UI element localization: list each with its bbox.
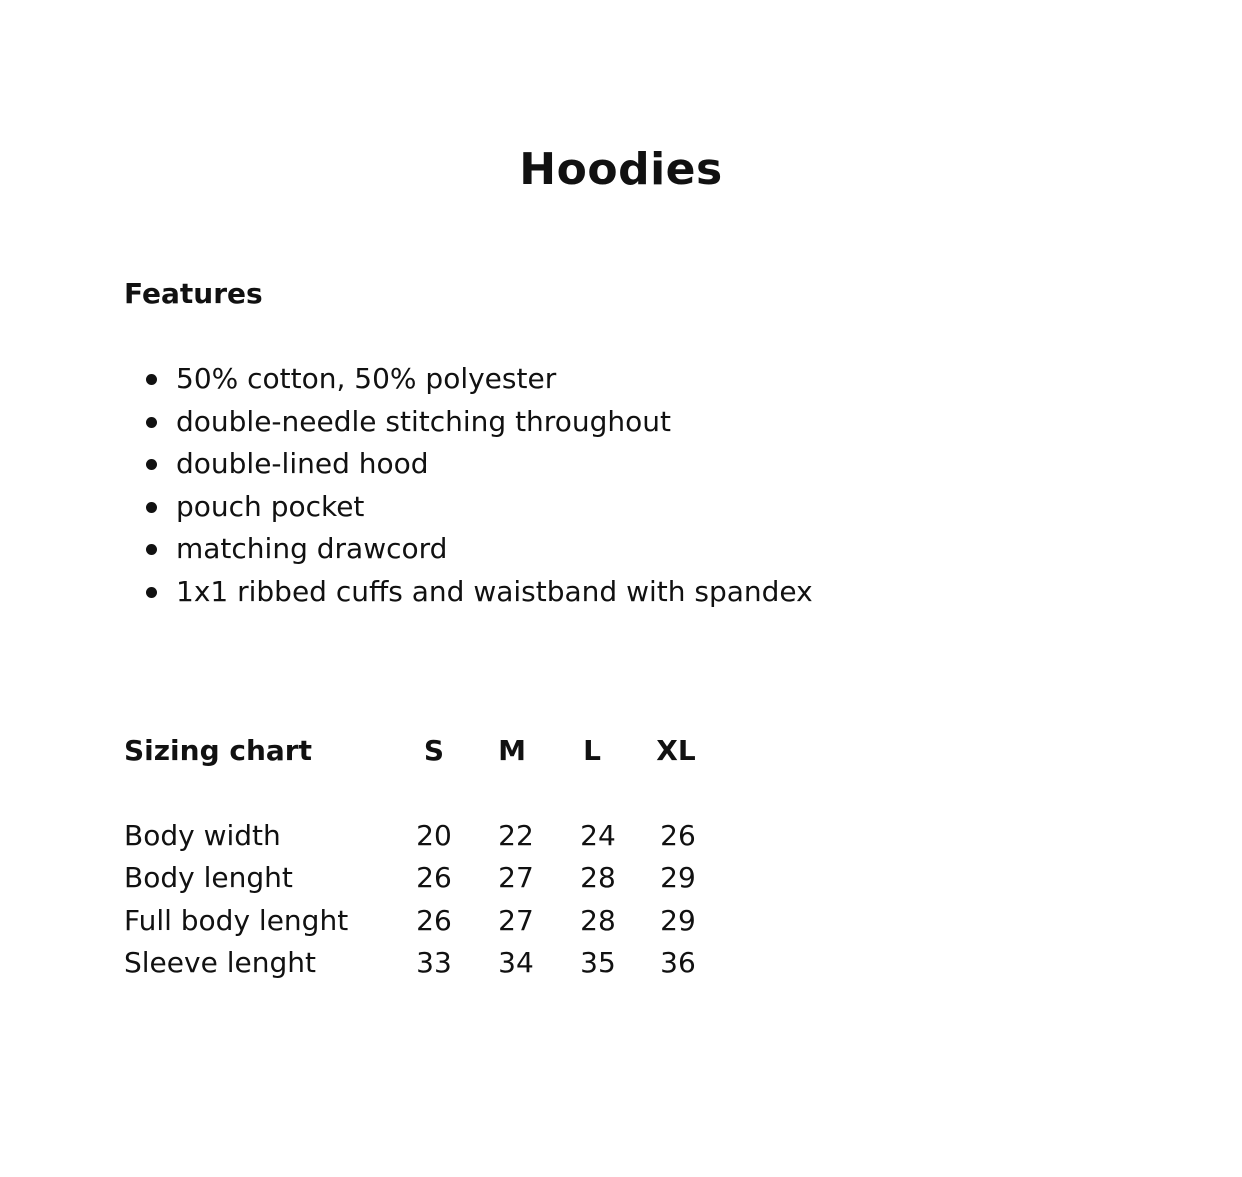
sizing-cell: 34 (498, 946, 534, 980)
sizing-cell: 29 (660, 903, 696, 937)
sizing-row-label: Sleeve lenght (124, 946, 316, 980)
features-list (124, 358, 813, 614)
bullet-icon (146, 459, 157, 470)
sizing-cell: 20 (416, 818, 452, 852)
sizing-chart (124, 730, 764, 985)
feature-text: double-needle stitching throughout (176, 404, 671, 438)
sizing-cell: 22 (498, 818, 534, 852)
sizing-cell: 35 (580, 946, 616, 980)
feature-item (124, 401, 813, 444)
sizing-row-label: Full body lenght (124, 903, 349, 937)
sizing-cell: 26 (416, 903, 452, 937)
sizing-cell: 26 (660, 818, 696, 852)
feature-item (124, 358, 813, 401)
sizing-cell: 27 (498, 861, 534, 895)
sizing-row-sleeve-length (124, 942, 764, 985)
sizing-cell: 24 (580, 818, 616, 852)
bullet-icon (146, 417, 157, 428)
bullet-icon (146, 374, 157, 385)
size-header-m: M (498, 734, 526, 767)
sizing-row-label: Body lenght (124, 861, 293, 895)
sizing-cell: 28 (580, 861, 616, 895)
feature-item (124, 571, 813, 614)
feature-text: matching drawcord (176, 532, 448, 566)
bullet-icon (146, 544, 157, 555)
bullet-icon (146, 502, 157, 513)
feature-item (124, 443, 813, 486)
sizing-row-full-body-length (124, 900, 764, 943)
sizing-cell: 33 (416, 946, 452, 980)
sizing-cell: 29 (660, 861, 696, 895)
feature-text: 1x1 ribbed cuffs and waistband with spandex (176, 574, 813, 608)
sizing-cell: 28 (580, 903, 616, 937)
feature-text: double-lined hood (176, 447, 429, 481)
feature-text: pouch pocket (176, 489, 365, 523)
sizing-row-label: Body width (124, 818, 281, 852)
feature-item (124, 486, 813, 529)
features-heading: Features (124, 277, 263, 310)
feature-text: 50% cotton, 50% polyester (176, 362, 557, 395)
sizing-row-body-width (124, 815, 764, 858)
sizing-cell: 27 (498, 903, 534, 937)
sizing-cell: 36 (660, 946, 696, 980)
size-header-s: S (423, 734, 445, 767)
bullet-icon (146, 587, 157, 598)
feature-item (124, 528, 813, 571)
sizing-chart-heading: Sizing chart (124, 734, 313, 767)
page-title: Hoodies (519, 144, 723, 195)
size-header-l: L (583, 734, 601, 767)
sizing-header-row (124, 730, 764, 773)
sizing-cell: 26 (416, 861, 452, 895)
sizing-row-body-length (124, 857, 764, 900)
size-header-xl: XL (656, 734, 696, 767)
